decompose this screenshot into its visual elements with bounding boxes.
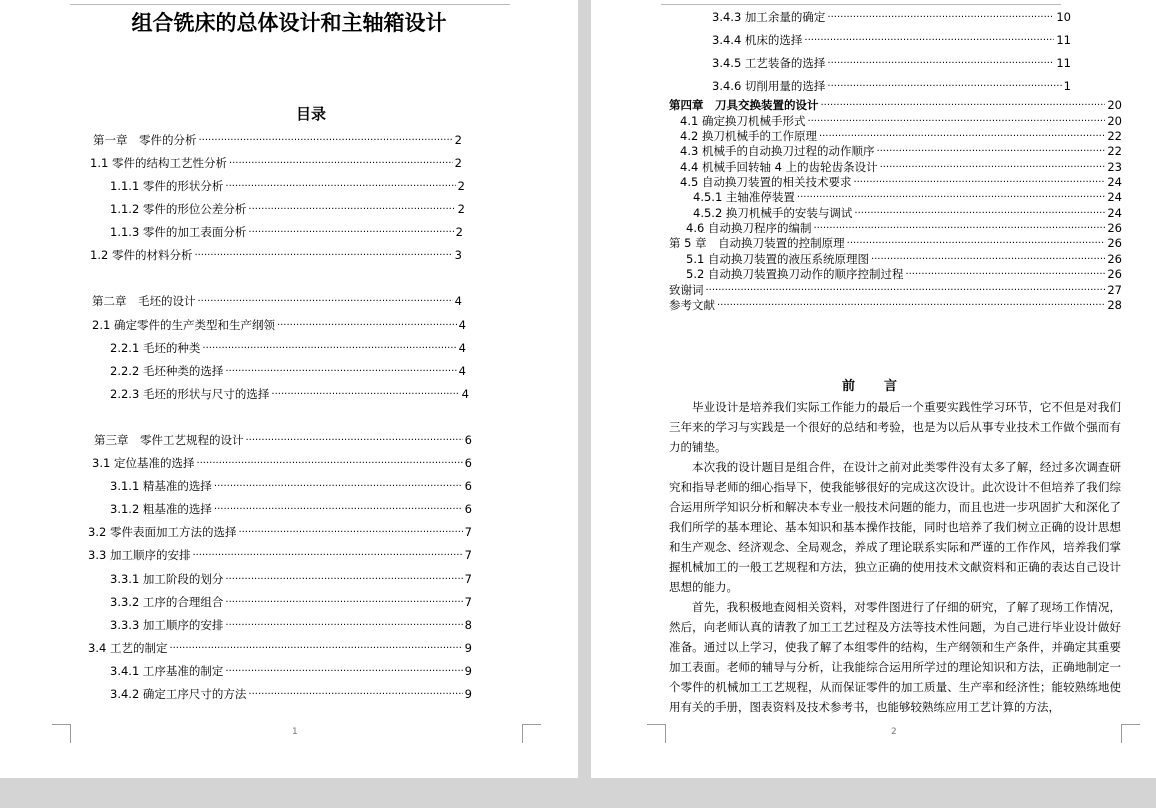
- toc-entry-page: 20: [1107, 98, 1122, 112]
- toc-entry[interactable]: [110, 364, 466, 378]
- toc-entry[interactable]: [686, 252, 1122, 266]
- margin-corner: [647, 724, 666, 743]
- toc-entry[interactable]: [669, 98, 1122, 112]
- toc-leader-dots: [169, 643, 462, 655]
- toc-entry-label: 4.4 机械手回转轴 4 上的齿轮齿条设计: [680, 160, 878, 174]
- toc-entry-label: 2.2.1 毛坯的种类: [110, 341, 201, 355]
- toc-entry[interactable]: [93, 133, 462, 147]
- toc-entry[interactable]: [712, 10, 1071, 24]
- toc-entry-label: 3.4.4 机床的选择: [712, 33, 803, 47]
- toc-entry[interactable]: [110, 225, 463, 239]
- toc-entry-label: 4.5.2 换刀机械手的安装与调试: [693, 206, 853, 220]
- toc-entry[interactable]: [669, 283, 1122, 297]
- toc-entry-page: 7: [464, 572, 472, 586]
- toc-leader-dots: [192, 550, 462, 562]
- toc-entry-label: 第 5 章 自动换刀装置的控制原理: [669, 236, 845, 250]
- toc-leader-dots: [277, 320, 457, 332]
- toc-entry[interactable]: [90, 248, 462, 262]
- toc-entry-page: 11: [1056, 56, 1071, 70]
- toc-entry-page: 9: [464, 641, 472, 655]
- toc-entry[interactable]: [92, 318, 466, 332]
- toc-leader-dots: [248, 689, 462, 701]
- toc-entry-label: 3.3.3 加工顺序的安排: [110, 618, 224, 632]
- toc-entry-label: 第一章 零件的分析: [93, 133, 197, 147]
- toc-entry-label: 1.1.2 零件的形位公差分析: [110, 202, 247, 216]
- toc-entry-page: 9: [464, 687, 472, 701]
- toc-entry-page: 26: [1107, 221, 1122, 235]
- toc-entry-label: 第四章 刀具交换装置的设计: [669, 98, 819, 112]
- toc-leader-dots: [853, 177, 1105, 189]
- toc-entry-page: 1: [1063, 79, 1071, 93]
- toc-entry-label: 5.2 自动换刀装置换刀动作的顺序控制过程: [686, 267, 904, 281]
- toc-entry-label: 第二章 毛坯的设计: [92, 294, 196, 308]
- toc-leader-dots: [198, 296, 453, 308]
- toc-entry-page: 6: [464, 479, 472, 493]
- toc-entry-page: 6: [464, 433, 472, 447]
- margin-corner: [52, 724, 71, 743]
- toc-entry-page: 24: [1107, 206, 1122, 220]
- toc-entry-page: 2: [454, 133, 462, 147]
- toc-entry[interactable]: [110, 502, 472, 516]
- toc-entry[interactable]: [88, 525, 472, 539]
- toc-entry[interactable]: [693, 206, 1122, 220]
- preface-paragraph: 毕业设计是培养我们实际工作能力的最后一个重要实践性学习环节，它不但是对我们三年来的学习与实践是一个很好的总结和考验，也是为以后从事专业技术工作做个强而有力的铺垫。: [669, 400, 1121, 454]
- toc-entry[interactable]: [110, 664, 472, 678]
- toc-entry[interactable]: [712, 79, 1071, 93]
- toc-entry-label: 3.2 零件表面加工方法的选择: [88, 525, 237, 539]
- toc-leader-dots: [238, 527, 462, 539]
- toc-entry[interactable]: [680, 129, 1122, 143]
- toc-leader-dots: [194, 250, 452, 262]
- preface-title: 前 言: [841, 379, 905, 394]
- toc-entry[interactable]: [88, 641, 472, 655]
- toc-entry-page: 26: [1107, 252, 1122, 266]
- toc-leader-dots: [717, 300, 1105, 312]
- toc-entry-label: 4.2 换刀机械手的工作原理: [680, 129, 817, 143]
- toc-entry-label: 1.2 零件的材料分析: [90, 248, 193, 262]
- document-page-2: [591, 0, 1156, 778]
- toc-entry-label: 3.1.1 精基准的选择: [110, 479, 212, 493]
- toc-entry[interactable]: [110, 572, 472, 586]
- toc-leader-dots: [819, 131, 1105, 143]
- toc-entry[interactable]: [680, 144, 1122, 158]
- toc-leader-dots: [202, 343, 456, 355]
- toc-entry-label: 3.1.2 粗基准的选择: [110, 502, 212, 516]
- toc-leader-dots: [225, 366, 456, 378]
- toc-entry-label: 3.3.1 加工阶段的划分: [110, 572, 224, 586]
- toc-leader-dots: [225, 620, 462, 632]
- toc-leader-dots: [847, 238, 1106, 250]
- toc-entry-label: 3.3.2 工序的合理组合: [110, 595, 224, 609]
- toc-entry-page: 28: [1107, 298, 1122, 312]
- toc-entry-label: 1.1.3 零件的加工表面分析: [110, 225, 247, 239]
- margin-corner: [522, 724, 541, 743]
- toc-entry[interactable]: [686, 221, 1122, 235]
- toc-leader-dots: [871, 254, 1105, 266]
- toc-leader-dots: [821, 100, 1106, 112]
- toc-entry-page: 2: [457, 202, 465, 216]
- toc-entry-page: 24: [1107, 190, 1122, 204]
- toc-entry[interactable]: [712, 56, 1071, 70]
- toc-entry[interactable]: [110, 387, 469, 401]
- toc-entry-page: 2: [457, 179, 465, 193]
- toc-entry-page: 4: [458, 341, 466, 355]
- toc-entry[interactable]: [110, 687, 472, 701]
- toc-entry-label: 3.4.1 工序基准的制定: [110, 664, 224, 678]
- toc-leader-dots: [813, 223, 1105, 235]
- toc-entry[interactable]: [110, 341, 466, 355]
- toc-leader-dots: [248, 204, 455, 216]
- margin-corner: [1121, 724, 1140, 743]
- toc-entry[interactable]: [680, 114, 1122, 128]
- toc-leader-dots: [880, 162, 1106, 174]
- toc-entry-page: 26: [1107, 236, 1122, 250]
- toc-entry[interactable]: [680, 160, 1122, 174]
- toc-title: 目录: [295, 105, 326, 123]
- toc-entry[interactable]: [669, 298, 1122, 312]
- toc-entry-page: 22: [1107, 129, 1122, 143]
- toc-entry-label: 3.4 工艺的制定: [88, 641, 168, 655]
- toc-entry-label: 参考文献: [669, 298, 715, 312]
- toc-entry-page: 22: [1107, 144, 1122, 158]
- toc-entry-label: 3.4.6 切削用量的选择: [712, 79, 826, 93]
- toc-leader-dots: [225, 181, 455, 193]
- document-title: 组合铣床的总体设计和主轴箱设计: [131, 10, 447, 35]
- toc-leader-dots: [214, 504, 463, 516]
- toc-entry[interactable]: [712, 33, 1071, 47]
- toc-entry[interactable]: [110, 595, 472, 609]
- toc-leader-dots: [225, 574, 462, 586]
- header-strip: [661, 0, 1061, 5]
- toc-leader-dots: [248, 227, 453, 239]
- toc-entry-page: 7: [464, 525, 472, 539]
- page-number: 1: [292, 727, 298, 737]
- toc-leader-dots: [196, 458, 462, 470]
- toc-entry[interactable]: [88, 548, 472, 562]
- toc-entry-label: 2.2.3 毛坯的形状与尺寸的选择: [110, 387, 270, 401]
- document-page-1: [0, 0, 578, 778]
- toc-leader-dots: [827, 81, 1061, 93]
- toc-entry-page: 3: [454, 248, 462, 262]
- toc-entry[interactable]: [110, 202, 465, 216]
- toc-entry-page: 4: [461, 387, 469, 401]
- page-number: 2: [891, 727, 897, 737]
- toc-leader-dots: [827, 58, 1054, 70]
- toc-leader-dots: [225, 666, 462, 678]
- toc-leader-dots: [797, 192, 1105, 204]
- toc-entry-label: 致谢词: [669, 283, 704, 297]
- toc-entry-label: 4.3 机械手的自动换刀过程的动作顺序: [680, 144, 875, 158]
- toc-entry[interactable]: [686, 267, 1122, 281]
- toc-leader-dots: [271, 389, 459, 401]
- toc-entry-label: 2.2.2 毛坯种类的选择: [110, 364, 224, 378]
- preface-paragraph: 本次我的设计题目是组合件，在设计之前对此类零件没有太多了解，经过多次调查研究和指导老师的细心指导下，使我能够很好的完成这次设计。此次设计不但培养了我们综合运用所学知识分析和解决本专业一般技术问题的能力，而且也进一步巩固扩大和深化了我们所学的基本理论、基本知识和基本操作技能，同时也培养了我们树立正确的设计思想和生产观念、经济观念、全局观念，养成了理论联系实际和严谨的工作作风，培养我们掌握机械加工的一般工艺规程和方法，独立正确的使用技术文献资料和正确的表达自己设计思想的能力。: [669, 460, 1121, 594]
- toc-entry-page: 4: [454, 294, 462, 308]
- toc-entry[interactable]: [90, 156, 462, 170]
- toc-leader-dots: [229, 158, 453, 170]
- toc-entry-label: 1.1 零件的结构工艺性分析: [90, 156, 227, 170]
- toc-entry-page: 4: [458, 318, 466, 332]
- toc-entry-page: 4: [458, 364, 466, 378]
- toc-leader-dots: [225, 597, 462, 609]
- toc-entry[interactable]: [110, 179, 465, 193]
- toc-entry-label: 1.1.1 零件的形状分析: [110, 179, 224, 193]
- toc-leader-dots: [876, 146, 1105, 158]
- toc-entry[interactable]: [94, 433, 472, 447]
- toc-entry-label: 2.1 确定零件的生产类型和生产纲领: [92, 318, 275, 332]
- toc-entry-label: 3.4.3 加工余量的确定: [712, 10, 826, 24]
- toc-entry-label: 4.6 自动换刀程序的编制: [686, 221, 812, 235]
- toc-entry-label: 3.3 加工顺序的安排: [88, 548, 191, 562]
- preface-body: [669, 397, 1121, 717]
- toc-entry-page: 2: [454, 156, 462, 170]
- toc-entry-label: 4.1 确定换刀机械手形式: [680, 114, 806, 128]
- preface-paragraph: 首先，我积极地查阅相关资料，对零件图进行了仔细的研究，了解了现场工作情况，然后，向老师认真的请教了加工工艺过程及方法等技术性问题，为自己进行毕业设计做好准备。通过以上学习，使我了解了本组零件的结构，生产纲领和生产条件，并确定其重要加工表面。老师的辅导与分析，让我能综合运用所学过的理论知识和方法，正确地制定一个零件的机械加工工艺规程，从而保证零件的加工质量、生产率和经济性；能较熟练地使用有关的手册，图表资料及技术参考书，也能够较熟练应用工艺计算的方法，: [669, 600, 1121, 714]
- toc-entry[interactable]: [110, 618, 472, 632]
- toc-entry[interactable]: [92, 294, 462, 308]
- toc-entry-page: 7: [464, 595, 472, 609]
- toc-entry[interactable]: [110, 479, 472, 493]
- toc-entry-page: 24: [1107, 175, 1122, 189]
- toc-entry[interactable]: [693, 190, 1122, 204]
- toc-entry-label: 5.1 自动换刀装置的液压系统原理图: [686, 252, 869, 266]
- toc-entry-page: 7: [464, 548, 472, 562]
- toc-entry-label: 3.4.5 工艺装备的选择: [712, 56, 826, 70]
- toc-leader-dots: [905, 269, 1105, 281]
- toc-entry-page: 8: [464, 618, 472, 632]
- toc-entry-page: 2: [455, 225, 463, 239]
- toc-entry-page: 6: [464, 502, 472, 516]
- toc-leader-dots: [804, 35, 1054, 47]
- toc-entry-page: 26: [1107, 267, 1122, 281]
- toc-leader-dots: [827, 12, 1054, 24]
- toc-leader-dots: [246, 435, 463, 447]
- toc-entry[interactable]: [680, 175, 1122, 189]
- toc-entry-label: 3.1 定位基准的选择: [92, 456, 195, 470]
- toc-entry-page: 11: [1056, 33, 1071, 47]
- toc-entry-label: 4.5.1 主轴准停装置: [693, 190, 795, 204]
- toc-leader-dots: [854, 208, 1105, 220]
- toc-entry-page: 6: [464, 456, 472, 470]
- toc-entry[interactable]: [92, 456, 472, 470]
- toc-entry-label: 第三章 零件工艺规程的设计: [94, 433, 244, 447]
- toc-leader-dots: [807, 116, 1105, 128]
- toc-entry-page: 27: [1107, 283, 1122, 297]
- toc-entry-label: 4.5 自动换刀装置的相关技术要求: [680, 175, 852, 189]
- toc-entry-label: 3.4.2 确定工序尺寸的方法: [110, 687, 247, 701]
- toc-entry-page: 23: [1107, 160, 1122, 174]
- toc-leader-dots: [214, 481, 463, 493]
- toc-leader-dots: [706, 285, 1106, 297]
- header-strip: [70, 0, 510, 5]
- toc-leader-dots: [199, 135, 453, 147]
- toc-entry-page: 9: [464, 664, 472, 678]
- toc-entry-page: 10: [1056, 10, 1071, 24]
- toc-entry-page: 20: [1107, 114, 1122, 128]
- toc-entry[interactable]: [669, 236, 1122, 250]
